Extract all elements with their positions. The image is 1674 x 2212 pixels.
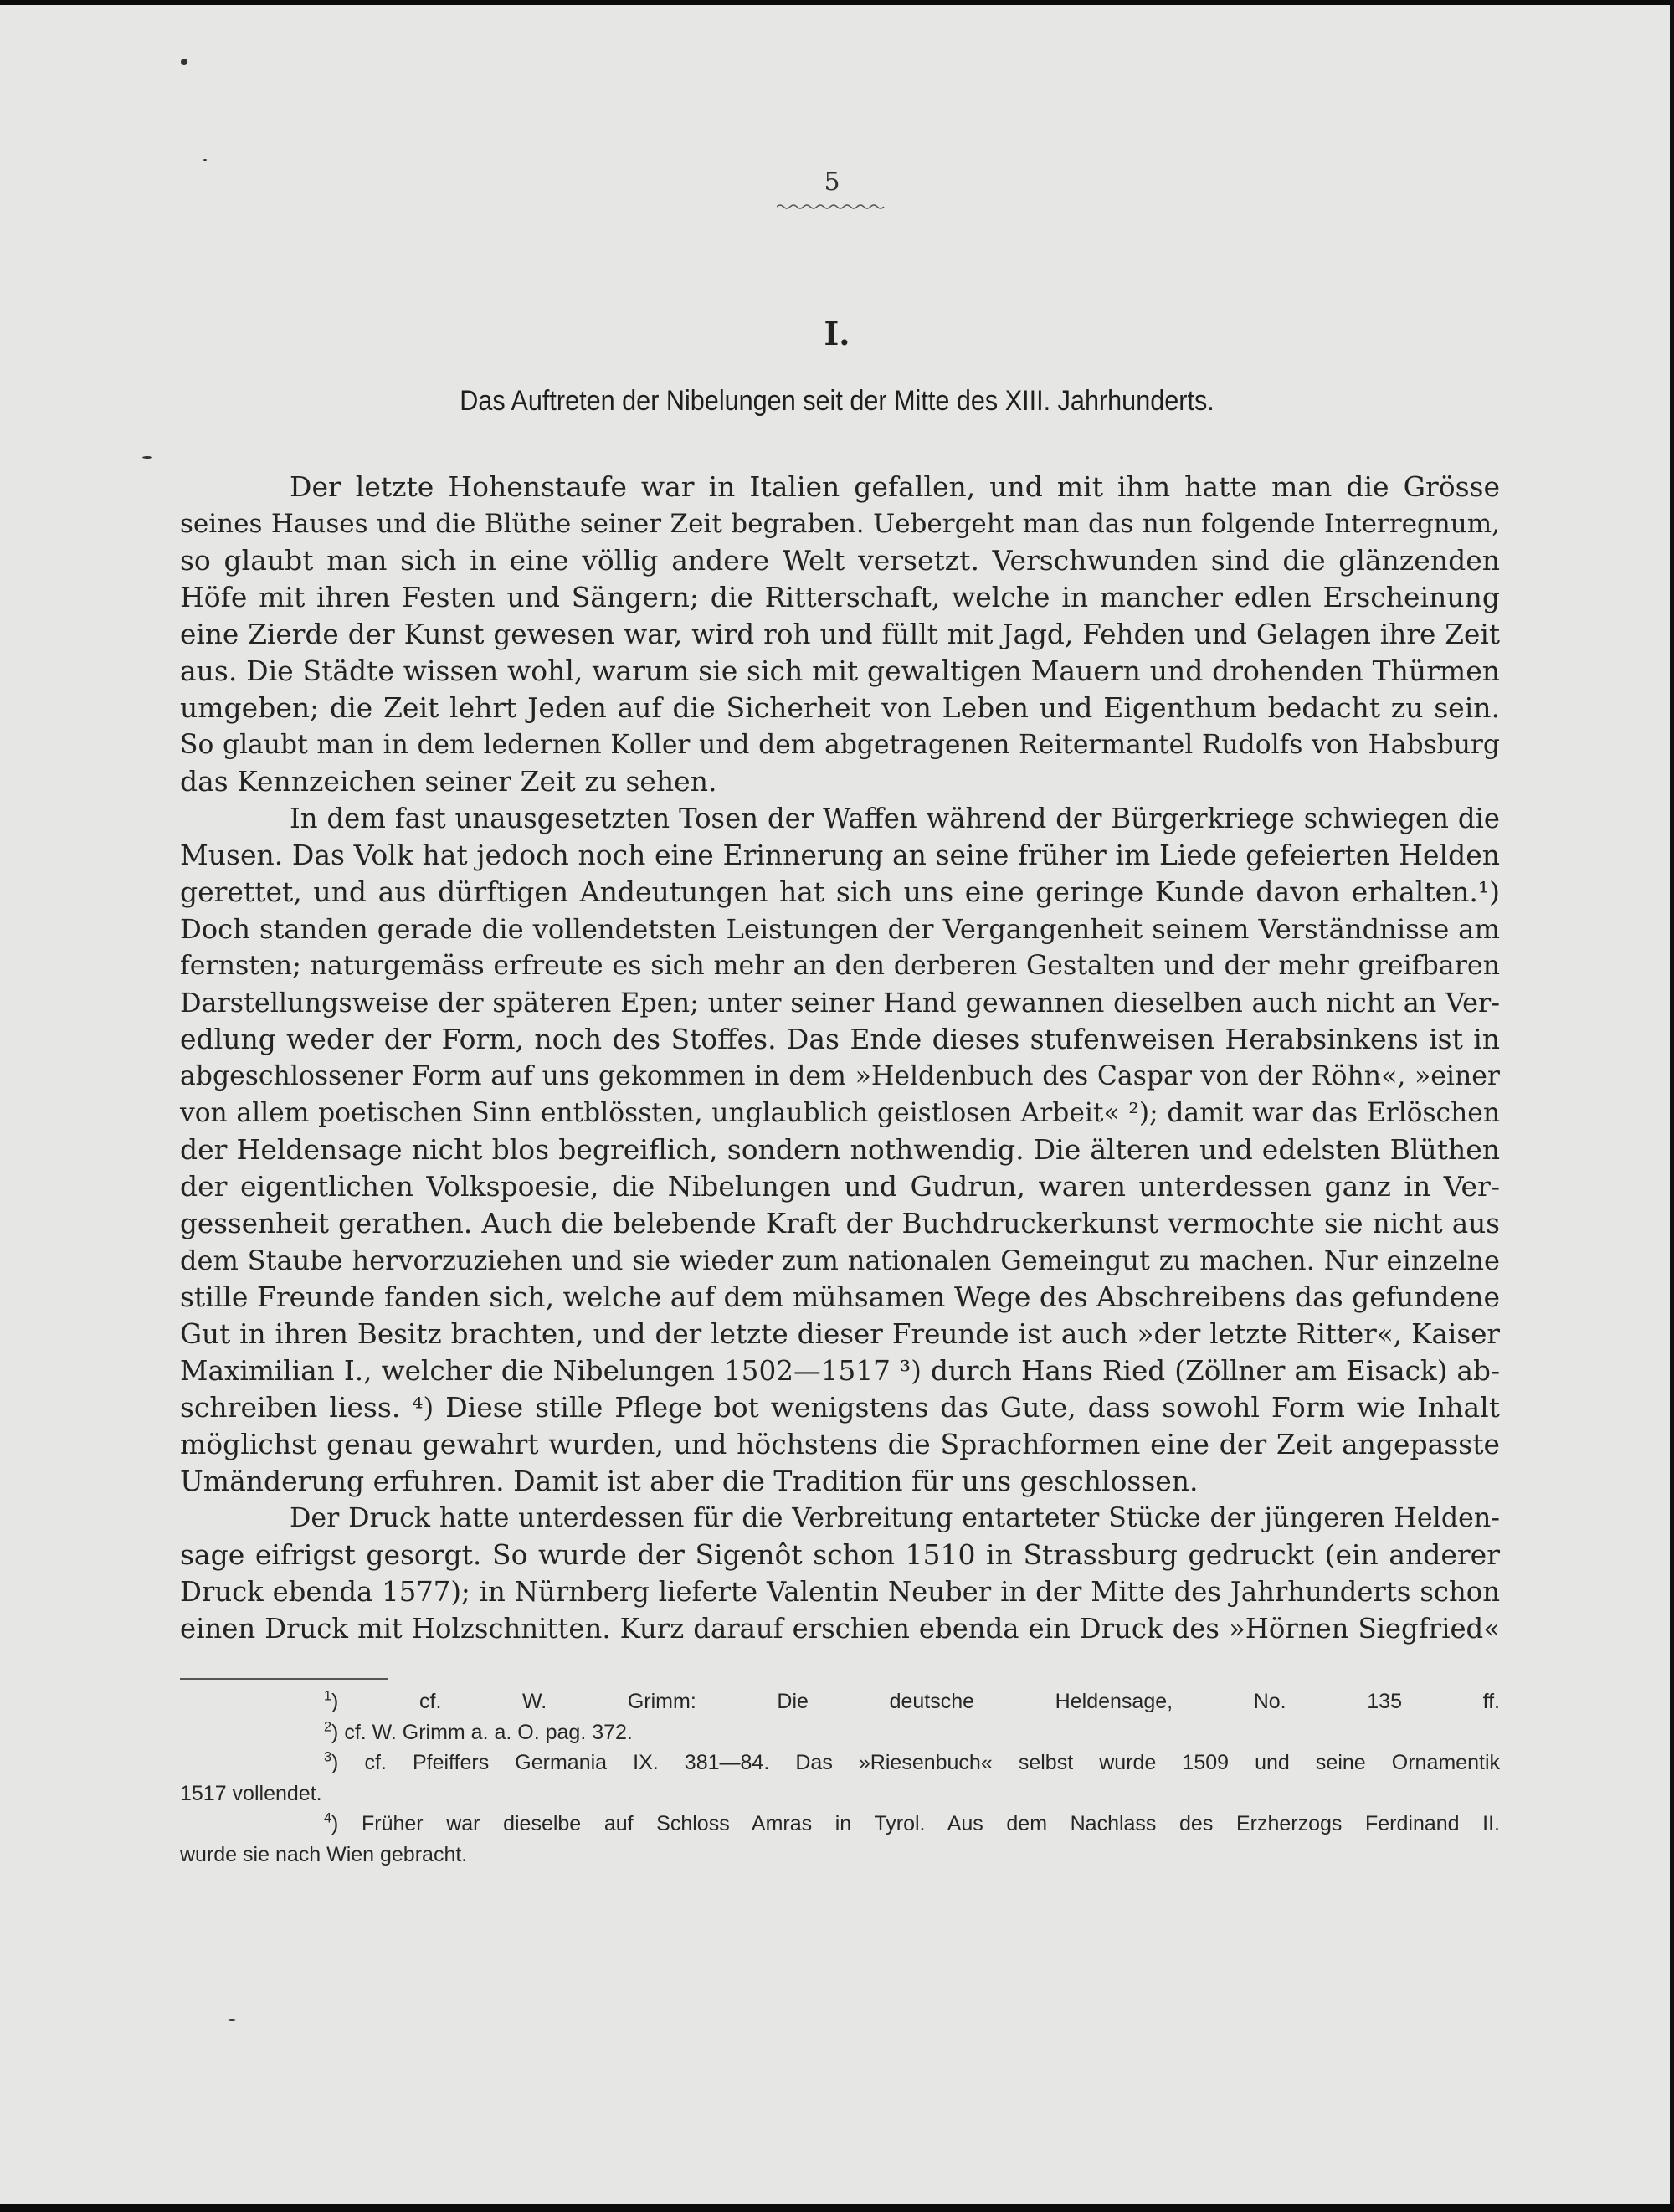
body-line: Der Druck hatte unterdessen für die Verbreitung entarteter Stücke der jüngeren Helden- bbox=[290, 1503, 1500, 1533]
scan-speck bbox=[142, 456, 152, 459]
body-line: schreiben liess. ⁴) Diese stille Pflege bot wenigstens das Gute, dass sowohl Form wie Inhalt bbox=[180, 1391, 1500, 1424]
scan-border-bottom bbox=[0, 2204, 1674, 2212]
body-line: fernsten; naturgemäss erfreute es sich mehr an den derberen Gestalten und der mehr greifbaren bbox=[180, 951, 1500, 981]
body-line: eine Zierde der Kunst gewesen war, wird roh und füllt mit Jagd, Fehden und Gelagen ihre Zeit bbox=[180, 618, 1500, 650]
body-line: aus. Die Städte wissen wohl, warum sie sich mit gewaltigen Mauern und drohenden Thürmen bbox=[180, 654, 1500, 687]
chapter-numeral: I. bbox=[824, 315, 850, 352]
footnote-text: wurde sie nach Wien gebracht. bbox=[180, 1842, 468, 1866]
footnote-text: ) cf. W. Grimm a. a. O. pag. 372. bbox=[331, 1720, 633, 1744]
body-line: edlung weder der Form, noch des Stoffes. Das Ende dieses stufenweisen Herabsinkens ist in bbox=[180, 1023, 1500, 1055]
scan-speck bbox=[181, 59, 187, 65]
footnote-text: ) cf. Pfeiffers Germania IX. 381—84. Das »Riesenbuch« selbst wurde 1509 und seine Ornamentik bbox=[331, 1751, 1500, 1774]
page-number: 5 bbox=[824, 167, 840, 197]
scan-speck bbox=[203, 159, 207, 161]
footnote-marker: 3 bbox=[324, 1749, 332, 1765]
body-line: sage eifrigst gesorgt. So wurde der Sigenôt schon 1510 in Strassburg gedruckt (ein anderer bbox=[180, 1538, 1500, 1571]
footnote-line bbox=[180, 1840, 1500, 1871]
body-line: Darstellungsweise der späteren Epen; unter seiner Hand gewannen dieselben auch nicht an Ver- bbox=[180, 987, 1500, 1019]
chapter-title: Das Auftreten der Nibelungen seit der Mitte des XIII. Jahrhunderts. bbox=[460, 385, 1214, 417]
body-line: gerettet, und aus dürftigen Andeutungen hat sich uns eine geringe Kunde davon erhalten.¹) bbox=[180, 875, 1500, 908]
body-line: Maximilian I., welcher die Nibelungen 1502—1517 ³) durch Hans Ried (Zöllner am Eisack) ab- bbox=[180, 1355, 1500, 1387]
body-line: seines Hauses und die Blüthe seiner Zeit begraben. Uebergeht man das nun folgende Interregnum, bbox=[180, 509, 1500, 539]
footnote-marker: 2 bbox=[324, 1719, 332, 1735]
body-line: gessenheit gerathen. Auch die belebende Kraft der Buchdruckerkunst vermochte sie nicht aus bbox=[180, 1208, 1500, 1239]
body-line: stille Freunde fanden sich, welche auf dem mühsamen Wege des Abschreibens das gefundene bbox=[180, 1280, 1500, 1313]
footnote-line bbox=[180, 1717, 1500, 1748]
body-line: umgeben; die Zeit lehrt Jeden auf die Sicherheit von Leben und Eigenthum bedacht zu sein. bbox=[180, 691, 1500, 724]
footnote-rule bbox=[180, 1678, 388, 1680]
scan-border-top bbox=[0, 0, 1674, 5]
body-line: Musen. Das Volk hat jedoch noch eine Erinnerung an seine früher im Liede gefeierten Helden bbox=[180, 839, 1500, 871]
footnote-marker: 4 bbox=[324, 1810, 332, 1826]
footnote-line bbox=[180, 1778, 1500, 1809]
footnote-text: ) Früher war dieselbe auf Schloss Amras in Tyrol. Aus dem Nachlass des Erzherzogs Ferdinand II. bbox=[331, 1812, 1500, 1835]
footnotes bbox=[180, 1686, 1500, 1870]
body-line: möglichst genau gewahrt wurden, und höchstens die Sprachformen eine der Zeit angepasste bbox=[180, 1428, 1500, 1460]
body-text bbox=[180, 469, 1500, 1647]
footnote-line bbox=[180, 1686, 1500, 1717]
body-line: abgeschlossener Form auf uns gekommen in dem »Heldenbuch des Caspar von der Röhn«, »einer bbox=[180, 1061, 1500, 1091]
body-line: In dem fast unausgesetzten Tosen der Waffen während der Bürgerkriege schwiegen die bbox=[290, 803, 1500, 834]
footnote-marker: 1 bbox=[324, 1688, 332, 1704]
footnote-text: 1517 vollendet. bbox=[180, 1781, 322, 1805]
body-line: der Heldensage nicht blos begreiflich, sondern nothwendig. Die älteren und edelsten Blüthen bbox=[180, 1133, 1500, 1166]
body-line: der eigentlichen Volkspoesie, die Nibelungen und Gudrun, waren unterdessen ganz in Ver- bbox=[180, 1170, 1500, 1203]
body-line: So glaubt man in dem ledernen Koller und dem abgetragenen Reitermantel Rudolfs von Habsburg bbox=[180, 730, 1500, 760]
footnote-text: ) cf. W. Grimm: Die deutsche Heldensage, No. 135 ff. bbox=[331, 1690, 1500, 1713]
body-line: Doch standen gerade die vollendetsten Leistungen der Vergangenheit seinem Verständnisse am bbox=[180, 913, 1500, 945]
body-line: Gut in ihren Besitz brachten, und der letzte dieser Freunde ist auch »der letzte Ritter«, Kaiser bbox=[180, 1318, 1500, 1350]
page-number-ornament bbox=[777, 203, 886, 210]
footnote-line bbox=[180, 1809, 1500, 1840]
body-line: Höfe mit ihren Festen und Sängern; die Ritterschaft, welche in mancher edlen Erscheinung bbox=[180, 581, 1500, 613]
body-line: einen Druck mit Holzschnitten. Kurz darauf erschien ebenda ein Druck des »Hörnen Siegfried« bbox=[180, 1613, 1500, 1645]
body-line: Der letzte Hohenstaufe war in Italien gefallen, und mit ihm hatte man die Grösse bbox=[290, 470, 1500, 503]
body-line: von allem poetischen Sinn entblössten, unglaublich geistlosen Arbeit« ²); damit war das Erlöschen bbox=[180, 1098, 1500, 1128]
body-line: Druck ebenda 1577); in Nürnberg lieferte Valentin Neuber in der Mitte des Jahrhunderts schon bbox=[180, 1576, 1500, 1608]
body-line: so glaubt man sich in eine völlig andere Welt versetzt. Verschwunden sind die glänzenden bbox=[180, 544, 1500, 577]
body-line: das Kennzeichen seiner Zeit zu sehen. bbox=[180, 765, 717, 798]
footnote-line bbox=[180, 1748, 1500, 1778]
scan-speck bbox=[228, 2019, 236, 2021]
body-line: Umänderung erfuhren. Damit ist aber die Tradition für uns geschlossen. bbox=[180, 1465, 1199, 1497]
body-line: dem Staube hervorzuziehen und sie wieder zum nationalen Gemeingut zu machen. Nur einzelne bbox=[180, 1245, 1500, 1276]
